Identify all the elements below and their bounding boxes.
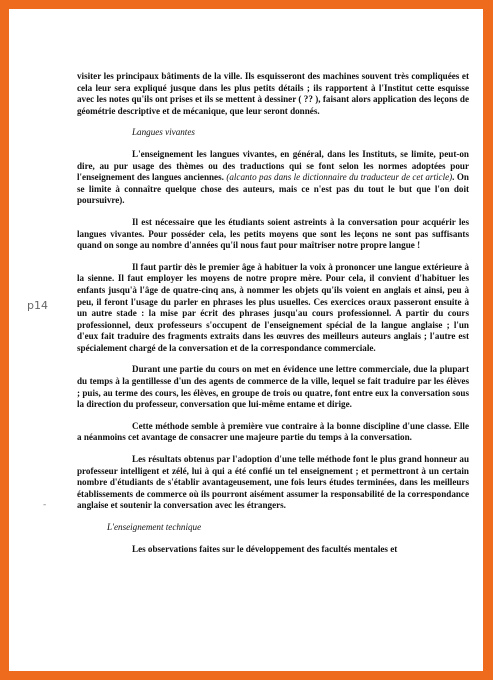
translator-note: (alcanto pas dans le dictionnaire du traducteur de cet article) xyxy=(226,172,453,183)
paragraph-5: Durant une partie du cours on met en évidence une lettre commerciale, due la plupart du temps à la gentillesse d'un des agents de commerce de la ville, lequel se fait traduire par les élèves ; puis, au terme des cours, les élèves, en groupe de trois ou quatre, font entre eux la conversation sous la direction du professeur, conversation que lui-même entame et dirige. xyxy=(77,364,469,410)
paragraph-8: Les observations faites sur le développement des facultés mentales et xyxy=(132,543,398,554)
document-page xyxy=(9,9,483,671)
margin-pencil-mark: - xyxy=(43,500,47,510)
paragraph-7: Les résultats obtenus par l'adoption d'une telle méthode font le plus grand honneur au professeur intelligent et zélé, lui à qui a été confié un tel enseignement ; et permettront à un certain nombre d'étudiants de s'établir avantageusement, une fois leurs études terminées, dans les meilleurs établissements de commerce où ils pourront aisément assumer la responsabilité de la correspondance anglaise et soutenir la conversation avec les étrangers. xyxy=(77,454,469,511)
section-heading-langues-vivantes: Langues vivantes xyxy=(132,127,195,138)
paragraph-2 xyxy=(77,149,469,207)
paragraph-2-main: L'enseignement les langues vivantes, en général, dans les Instituts, se limite, peut-on dire, au pur usage des thèmes ou des traductions qui se font selon les normes adoptées pour l'enseignement des langues anciennes. xyxy=(77,148,469,183)
paragraph-2-tail: . On se limite à connaître quelque chose des auteurs, mais ce n'est pas du tout le but que l'on doit poursuivre). xyxy=(77,172,469,206)
paragraph-6: Cette méthode semble à première vue contraire à la bonne discipline d'une classe. Elle a néanmoins cet avantage de consacrer une majeure partie du temps à la conversation. xyxy=(77,420,469,443)
page-text xyxy=(77,71,469,565)
paragraph-1: visiter les principaux bâtiments de la ville. Ils esquisseront des machines souvent très compliquées et cela leur sera expliqué jusque dans les plus petits détails ; ils rapportent à l'Institut cette esquisse avec les notes qu'ils ont prises et ils se mettent à dessiner ( ?? ), faisant alors application des leçons de géométrie descriptive et de mécanique, que leur seront donnés. xyxy=(77,71,469,116)
section-heading-enseignement-technique: L'enseignement technique xyxy=(107,522,202,532)
paragraph-3: Il est nécessaire que les étudiants soient astreints à la conversation pour acquérir les langues vivantes. Pour posséder cela, les petits moyens que sont les leçons ne sont pas suffisants quand on songe au nombre d'années qu'il nous faut pour maîtriser notre propre langue ! xyxy=(77,216,469,251)
margin-handwritten-note: p14 xyxy=(27,299,48,312)
paragraph-4: Il faut partir dès le premier âge à habituer la voix à prononcer une langue extérieure à la sienne. Il faut employer les moyens de notre propre mère. Pour cela, il convient d'habituer les enfants jusqu'à l'âge de quatre-cinq ans, à nommer les objets qu'ils voient en anglais et ainsi, peu à peu, il feront l'usage du parler en phrases les plus usuelles. Ces exercices oraux passeront ensuite à un autre stade : la mise par écrit des phrases jusqu'au cours professionnel. A partir du cours professionnel, deux professeurs s'occupent de l'enseignement spécial de la langue anglaise ; l'un d'eux fait traduire des fragments extraits dans les œuvres des meilleurs auteurs anglais ; l'autre est spécialement chargé de la conversation et de la correspondance commerciale. xyxy=(77,261,469,353)
